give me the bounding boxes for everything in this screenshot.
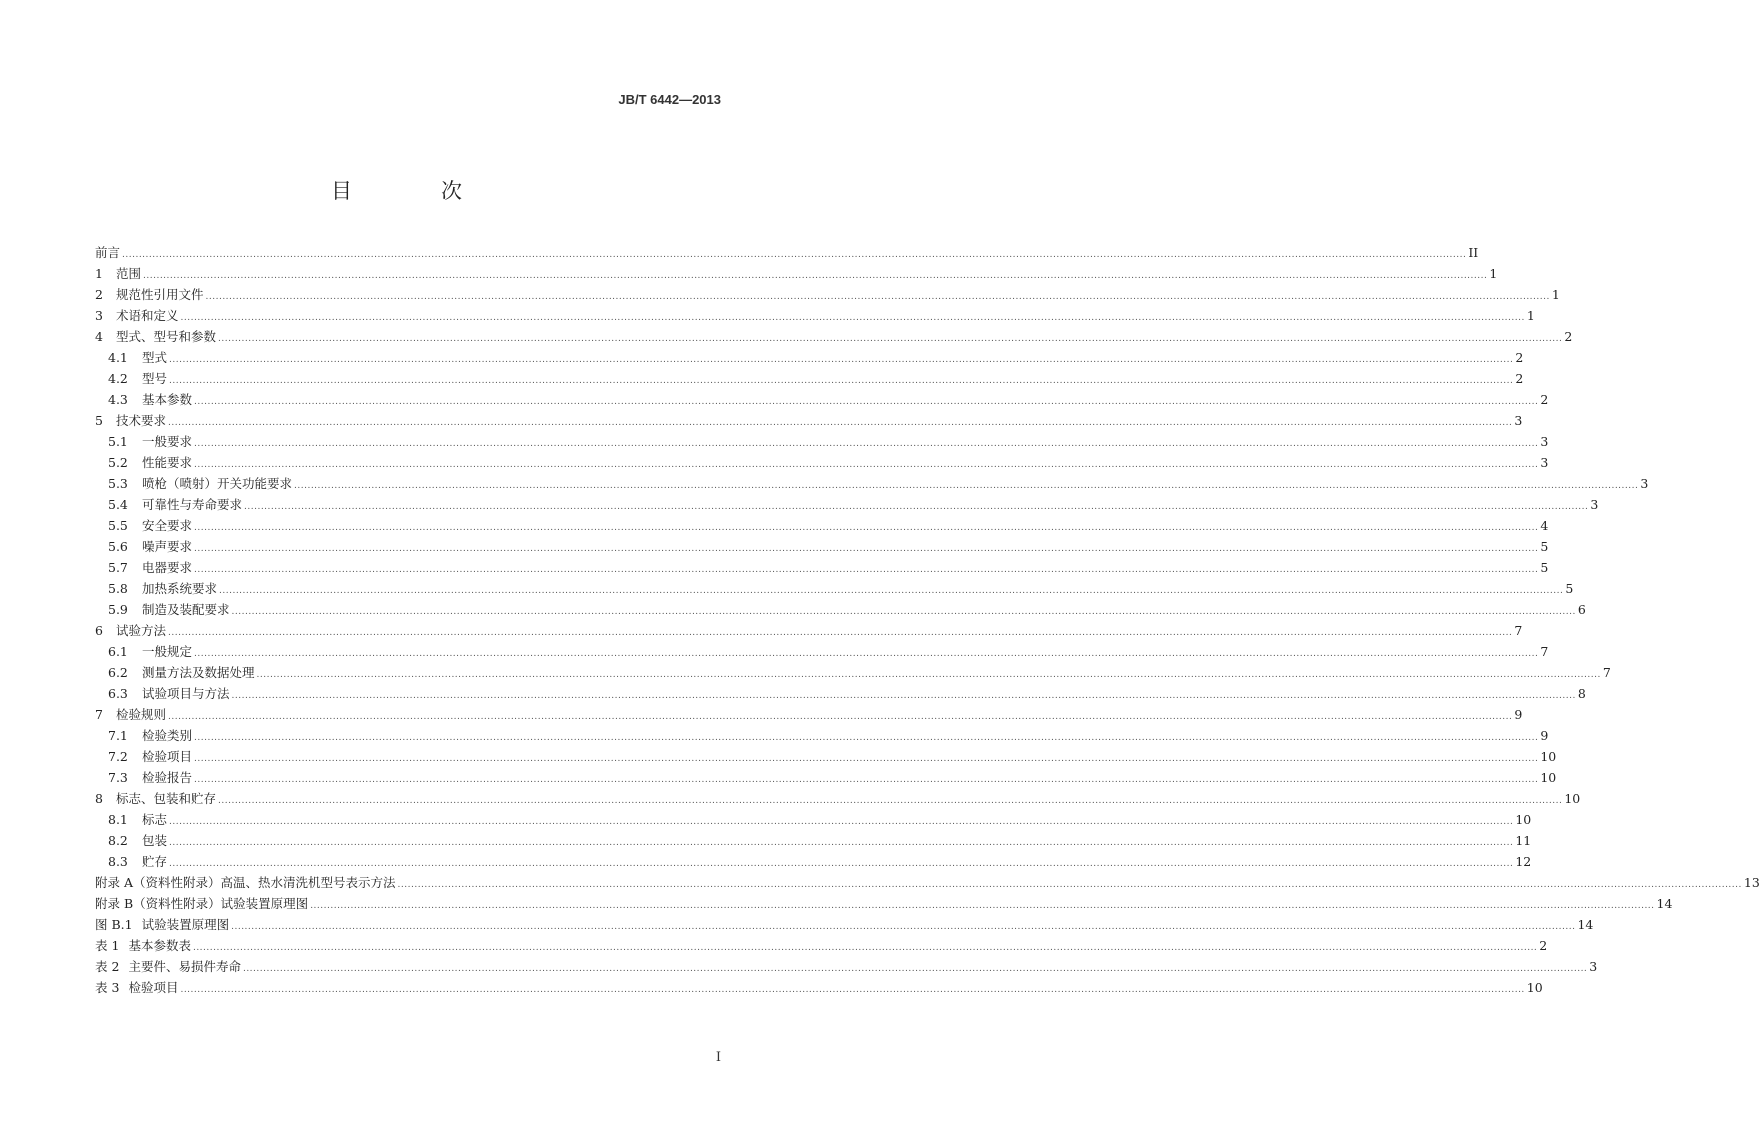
toc-entry-page: 3 (1589, 959, 1598, 974)
toc-entry-number: 5.2 (108, 455, 128, 470)
toc-entry-page: 8 (1577, 686, 1586, 701)
toc-entry-title: 一般要求 (142, 434, 193, 449)
toc-entry-label (95, 242, 120, 263)
toc-dot-leader: ................................................................................................................................................................................................................................................................................................................................................................................................................ (168, 418, 1513, 428)
toc-entry-label (95, 641, 192, 662)
toc-entry-title: 技术要求 (116, 413, 167, 428)
toc-entry-label (95, 725, 192, 746)
toc-dot-leader: ................................................................................................................................................................................................................................................................................................................................................................................................................ (122, 250, 1467, 260)
toc-entry-title: 标志 (142, 812, 168, 827)
toc-entry-number: 7.1 (108, 728, 128, 743)
toc-entry-label (95, 704, 166, 725)
toc-entry-title: 制造及装配要求 (142, 602, 230, 617)
toc-entry[interactable] (95, 536, 1549, 557)
toc-entry-title: 测量方法及数据处理 (142, 665, 255, 680)
toc-entry-number: 3 (95, 308, 103, 323)
toc-entry-number: 表 2 (95, 959, 120, 974)
toc-entry[interactable] (95, 263, 1498, 284)
toc-entry-title: 检验项目 (142, 749, 193, 764)
toc-entry-label (95, 914, 229, 935)
toc-entry-title: 主要件、易损件寿命 (128, 959, 241, 974)
toc-entry-page: 6 (1577, 602, 1586, 617)
toc-entry-page: 2 (1515, 350, 1524, 365)
toc-dot-leader: ................................................................................................................................................................................................................................................................................................................................................................................................................ (231, 922, 1576, 932)
page-title: 目 次 (331, 179, 496, 203)
toc-entry-page: 2 (1539, 938, 1548, 953)
toc-entry-title: 噪声要求 (142, 539, 193, 554)
toc-entry[interactable] (95, 515, 1549, 536)
toc-entry-title: 前言 (95, 245, 121, 260)
toc-entry-label (95, 767, 192, 788)
toc-entry-page: 10 (1515, 812, 1532, 827)
toc-dot-leader: ................................................................................................................................................................................................................................................................................................................................................................................................................ (194, 565, 1539, 575)
toc-entry-label (95, 620, 166, 641)
toc-entry-page: 9 (1514, 707, 1523, 722)
toc-entry-title: 试验方法 (116, 623, 167, 638)
table-of-contents (95, 242, 1760, 998)
toc-entry[interactable] (95, 809, 1532, 830)
toc-entry-title: （资料性附录）高温、热水清洗机型号表示方法 (133, 875, 396, 890)
toc-entry[interactable] (95, 347, 1524, 368)
toc-entry[interactable] (95, 725, 1549, 746)
toc-entry-label (95, 347, 167, 368)
toc-entry-number: 6.2 (108, 665, 128, 680)
toc-entry-page: 10 (1526, 980, 1543, 995)
toc-entry-title: 基本参数 (142, 392, 193, 407)
toc-entry-number: 5.6 (108, 539, 128, 554)
toc-entry[interactable] (95, 956, 1598, 977)
toc-dot-leader: ................................................................................................................................................................................................................................................................................................................................................................................................................ (194, 397, 1539, 407)
toc-dot-leader: ................................................................................................................................................................................................................................................................................................................................................................................................................ (231, 691, 1576, 701)
toc-dot-leader: ................................................................................................................................................................................................................................................................................................................................................................................................................ (231, 607, 1576, 617)
toc-entry-number: 7.2 (108, 749, 128, 764)
toc-entry-label (95, 410, 166, 431)
toc-entry[interactable] (95, 704, 1523, 725)
toc-entry-page: 11 (1515, 833, 1532, 848)
toc-dot-leader: ................................................................................................................................................................................................................................................................................................................................................................................................................ (168, 628, 1513, 638)
toc-entry-title: 加热系统要求 (142, 581, 218, 596)
toc-entry-page: 2 (1515, 371, 1524, 386)
toc-dot-leader: ................................................................................................................................................................................................................................................................................................................................................................................................................ (194, 754, 1539, 764)
toc-entry-title: 检验报告 (142, 770, 193, 785)
toc-entry-page: 1 (1551, 287, 1560, 302)
toc-entry-title: 标志、包装和贮存 (116, 791, 217, 806)
toc-entry-page: 5 (1540, 560, 1549, 575)
toc-entry-page: 1 (1526, 308, 1535, 323)
toc-entry-page: 4 (1540, 518, 1549, 533)
toc-entry-page: 9 (1540, 728, 1549, 743)
toc-entry-number: 6.3 (108, 686, 128, 701)
toc-entry[interactable] (95, 620, 1523, 641)
toc-entry-page: 7 (1602, 665, 1611, 680)
toc-entry-label (95, 788, 216, 809)
toc-dot-leader: ................................................................................................................................................................................................................................................................................................................................................................................................................ (194, 544, 1539, 554)
toc-entry-label (95, 536, 192, 557)
toc-entry[interactable] (95, 557, 1549, 578)
toc-entry-label (95, 809, 167, 830)
toc-entry-page: 3 (1540, 434, 1549, 449)
toc-entry-label (95, 284, 204, 305)
toc-entry-number: 4.2 (108, 371, 128, 386)
toc-entry-label (95, 830, 167, 851)
toc-entry-number: 7 (95, 707, 103, 722)
toc-entry-title: 规范性引用文件 (116, 287, 204, 302)
toc-entry-page: II (1468, 245, 1479, 260)
toc-entry-page: 12 (1515, 854, 1532, 869)
toc-entry-label (95, 578, 217, 599)
toc-entry-page: 10 (1540, 749, 1557, 764)
toc-entry-title: 试验项目与方法 (142, 686, 230, 701)
toc-entry-page: 10 (1564, 791, 1581, 806)
toc-entry-number: 5 (95, 413, 103, 428)
toc-dot-leader: ................................................................................................................................................................................................................................................................................................................................................................................................................ (168, 712, 1513, 722)
toc-entry-number: 表 3 (95, 980, 120, 995)
toc-entry-label (95, 368, 167, 389)
toc-dot-leader: ................................................................................................................................................................................................................................................................................................................................................................................................................ (244, 502, 1589, 512)
toc-entry-number: 8 (95, 791, 103, 806)
toc-entry-number: 5.1 (108, 434, 128, 449)
toc-entry[interactable] (95, 641, 1549, 662)
toc-dot-leader: ................................................................................................................................................................................................................................................................................................................................................................................................................ (169, 817, 1514, 827)
toc-dot-leader: ................................................................................................................................................................................................................................................................................................................................................................................................................ (169, 376, 1514, 386)
toc-entry-page: 3 (1540, 455, 1549, 470)
toc-entry-title: 型号 (142, 371, 168, 386)
toc-entry-page: 13 (1743, 875, 1760, 890)
toc-dot-leader: ................................................................................................................................................................................................................................................................................................................................................................................................................ (169, 838, 1514, 848)
toc-entry-label (95, 956, 241, 977)
toc-entry[interactable] (95, 431, 1549, 452)
toc-entry-page: 2 (1540, 392, 1549, 407)
toc-dot-leader: ................................................................................................................................................................................................................................................................................................................................................................................................................ (194, 439, 1539, 449)
toc-entry[interactable] (95, 935, 1548, 956)
toc-entry-title: 安全要求 (142, 518, 193, 533)
toc-dot-leader: ................................................................................................................................................................................................................................................................................................................................................................................................................ (180, 313, 1525, 323)
toc-dot-leader: ................................................................................................................................................................................................................................................................................................................................................................................................................ (194, 523, 1539, 533)
toc-entry[interactable] (95, 914, 1594, 935)
toc-dot-leader: ................................................................................................................................................................................................................................................................................................................................................................................................................ (219, 586, 1564, 596)
toc-entry[interactable] (95, 788, 1581, 809)
toc-dot-leader: ................................................................................................................................................................................................................................................................................................................................................................................................................ (256, 670, 1601, 680)
toc-entry-label (95, 872, 396, 893)
toc-entry-title: 型式 (142, 350, 168, 365)
toc-entry-label (95, 263, 141, 284)
toc-entry-label (95, 935, 191, 956)
toc-entry-title: 试验装置原理图 (141, 917, 230, 932)
toc-entry-title: 可靠性与寿命要求 (142, 497, 243, 512)
toc-entry-number: 1 (95, 266, 103, 281)
toc-entry-title: 术语和定义 (116, 308, 179, 323)
toc-entry[interactable] (95, 326, 1573, 347)
toc-entry[interactable] (95, 284, 1560, 305)
toc-entry-number: 4 (95, 329, 103, 344)
toc-dot-leader: ................................................................................................................................................................................................................................................................................................................................................................................................................ (294, 481, 1639, 491)
toc-entry[interactable] (95, 473, 1649, 494)
toc-entry-number: 4.3 (108, 392, 128, 407)
toc-dot-leader: ................................................................................................................................................................................................................................................................................................................................................................................................................ (194, 733, 1539, 743)
toc-entry-page: 1 (1489, 266, 1498, 281)
toc-entry[interactable] (95, 368, 1524, 389)
toc-entry-title: 喷枪（喷射）开关功能要求 (142, 476, 293, 491)
toc-entry-number: 附录 B (95, 896, 134, 911)
toc-entry-page: 10 (1540, 770, 1557, 785)
toc-entry-title: 型式、型号和参数 (116, 329, 217, 344)
toc-entry-page: 2 (1564, 329, 1573, 344)
toc-entry-number: 5.9 (108, 602, 128, 617)
toc-entry-label (95, 557, 192, 578)
toc-entry-number: 2 (95, 287, 103, 302)
toc-entry[interactable] (95, 578, 1574, 599)
standard-number: JB/T 6442—2013 (618, 92, 721, 107)
toc-entry-title: 检验项目 (128, 980, 179, 995)
toc-entry[interactable] (95, 830, 1532, 851)
toc-entry-title: 一般规定 (142, 644, 193, 659)
toc-entry-number: 5.3 (108, 476, 128, 491)
toc-entry-label (95, 746, 192, 767)
toc-entry[interactable] (95, 242, 1479, 263)
toc-entry-number: 5.4 (108, 497, 128, 512)
toc-entry-title: （资料性附录）试验装置原理图 (133, 896, 309, 911)
toc-entry-number: 6 (95, 623, 103, 638)
toc-entry-label (95, 683, 230, 704)
toc-entry-page: 7 (1540, 644, 1549, 659)
toc-dot-leader: ................................................................................................................................................................................................................................................................................................................................................................................................................ (218, 796, 1563, 806)
toc-dot-leader: ................................................................................................................................................................................................................................................................................................................................................................................................................ (218, 334, 1563, 344)
toc-entry[interactable] (95, 410, 1523, 431)
toc-dot-leader: ................................................................................................................................................................................................................................................................................................................................................................................................................ (242, 964, 1588, 974)
toc-entry-label (95, 662, 255, 683)
toc-entry-title: 贮存 (142, 854, 168, 869)
toc-entry-number: 图 B.1 (95, 917, 133, 932)
toc-entry-label (95, 851, 167, 872)
toc-entry-page: 14 (1656, 896, 1673, 911)
toc-entry-title: 检验规则 (116, 707, 167, 722)
toc-entry-title: 性能要求 (142, 455, 193, 470)
toc-entry[interactable] (95, 305, 1535, 326)
toc-entry-number: 8.2 (108, 833, 128, 848)
toc-dot-leader: ................................................................................................................................................................................................................................................................................................................................................................................................................ (310, 901, 1655, 911)
toc-entry-number: 8.1 (108, 812, 128, 827)
toc-entry-title: 包装 (142, 833, 168, 848)
toc-entry-page: 5 (1565, 581, 1574, 596)
toc-entry-number: 6.1 (108, 644, 128, 659)
toc-entry-title: 范围 (116, 266, 142, 281)
toc-entry-number: 7.3 (108, 770, 128, 785)
toc-entry-title: 检验类别 (142, 728, 193, 743)
toc-entry[interactable] (95, 599, 1586, 620)
toc-entry-number: 5.8 (108, 581, 128, 596)
toc-entry-label (95, 305, 179, 326)
toc-entry[interactable] (95, 662, 1611, 683)
toc-entry[interactable] (95, 977, 1543, 998)
toc-entry-number: 表 1 (95, 938, 120, 953)
toc-entry-label (95, 431, 192, 452)
toc-entry-label (95, 494, 242, 515)
toc-entry[interactable] (95, 851, 1532, 872)
toc-dot-leader: ................................................................................................................................................................................................................................................................................................................................................................................................................ (180, 985, 1525, 995)
toc-entry-page: 14 (1577, 917, 1594, 932)
toc-entry-number: 8.3 (108, 854, 128, 869)
toc-dot-leader: ................................................................................................................................................................................................................................................................................................................................................................................................................ (143, 271, 1488, 281)
toc-entry-label (95, 326, 216, 347)
toc-dot-leader: ................................................................................................................................................................................................................................................................................................................................................................................................................ (194, 775, 1539, 785)
toc-entry-number: 5.5 (108, 518, 128, 533)
toc-entry-number: 附录 A (95, 875, 134, 890)
toc-entry-label (95, 515, 192, 536)
toc-entry-page: 3 (1640, 476, 1649, 491)
toc-entry-label (95, 473, 292, 494)
toc-entry[interactable] (95, 683, 1586, 704)
toc-dot-leader: ................................................................................................................................................................................................................................................................................................................................................................................................................ (194, 460, 1539, 470)
toc-dot-leader: ................................................................................................................................................................................................................................................................................................................................................................................................................ (205, 292, 1550, 302)
toc-entry-title: 电器要求 (142, 560, 193, 575)
toc-entry-page: 7 (1514, 623, 1523, 638)
toc-entry[interactable] (95, 494, 1599, 515)
toc-entry[interactable] (95, 452, 1549, 473)
toc-entry-label (95, 977, 178, 998)
toc-entry-number: 5.7 (108, 560, 128, 575)
toc-entry[interactable] (95, 746, 1557, 767)
toc-entry[interactable] (95, 767, 1557, 788)
toc-entry-title: 基本参数表 (128, 938, 191, 953)
page-number: I (715, 1050, 721, 1065)
toc-dot-leader: ................................................................................................................................................................................................................................................................................................................................................................................................................ (192, 943, 1538, 953)
toc-entry-page: 3 (1514, 413, 1523, 428)
toc-entry[interactable] (95, 389, 1549, 410)
toc-dot-leader: ................................................................................................................................................................................................................................................................................................................................................................................................................ (169, 355, 1514, 365)
toc-entry-page: 5 (1540, 539, 1549, 554)
toc-entry-label (95, 599, 230, 620)
toc-dot-leader: ................................................................................................................................................................................................................................................................................................................................................................................................................ (194, 649, 1539, 659)
toc-entry-label (95, 389, 192, 410)
toc-entry-number: 4.1 (108, 350, 128, 365)
toc-dot-leader: ................................................................................................................................................................................................................................................................................................................................................................................................................ (397, 880, 1742, 890)
toc-entry[interactable] (95, 893, 1673, 914)
toc-entry-label (95, 893, 308, 914)
toc-dot-leader: ................................................................................................................................................................................................................................................................................................................................................................................................................ (169, 859, 1514, 869)
toc-entry[interactable] (95, 872, 1760, 893)
toc-entry-label (95, 452, 192, 473)
toc-entry-page: 3 (1590, 497, 1599, 512)
